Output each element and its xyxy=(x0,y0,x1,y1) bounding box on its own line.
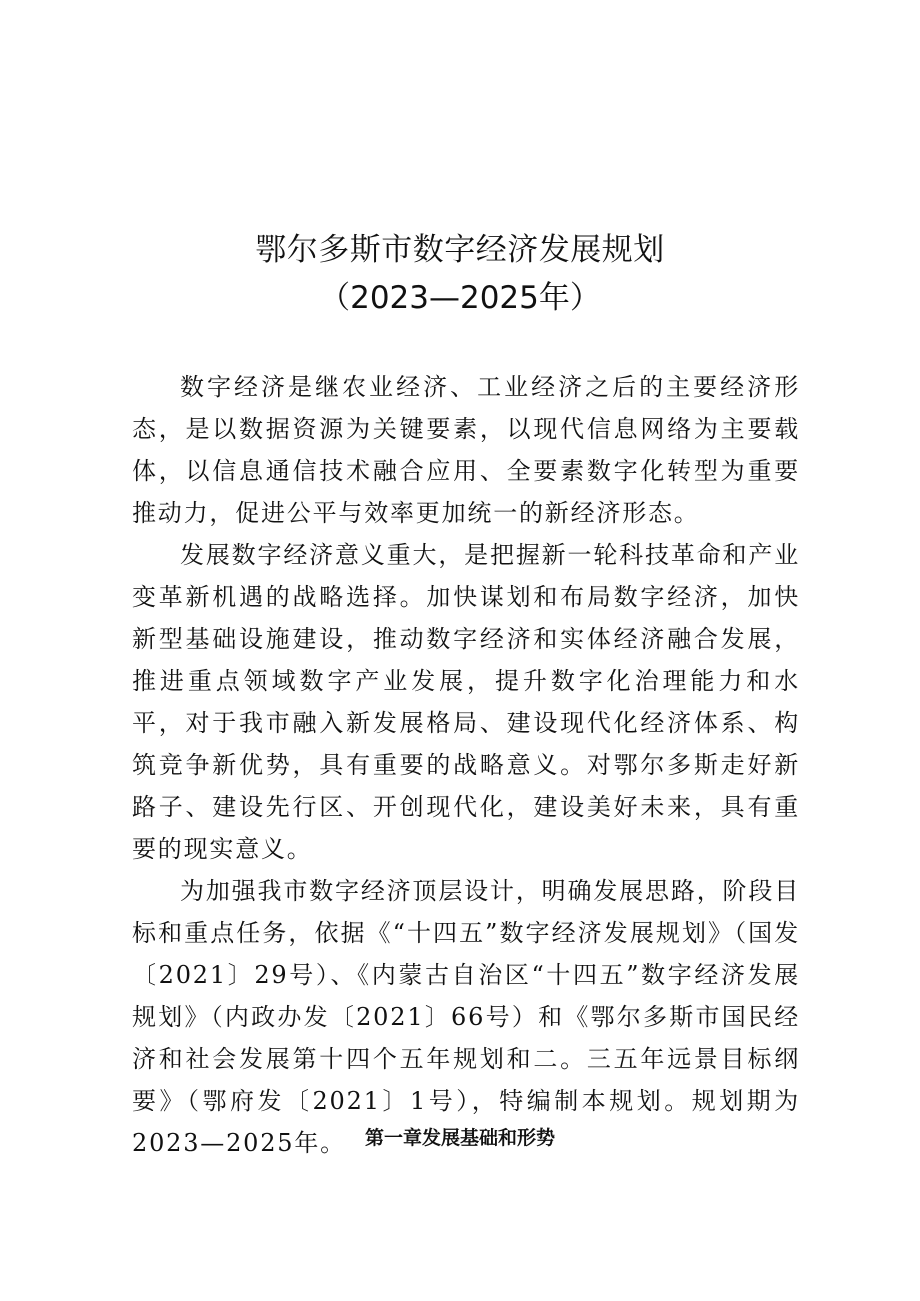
paragraph-basis: 为加强我市数字经济顶层设计，明确发展思路，阶段目标和重点任务，依据《“十四五”数字经济发展规划》（国发〔2021〕29号）、《内蒙古自治区“十四五”数字经济发展规划》（内政办发〔2021〕66号）和《鄂尔多斯市国民经济和社会发展第十四个五年规划和二。三五年远景目标纲要》（鄂府发〔2021〕1号），特编制本规划。规划期为2023—2025年。 xyxy=(132,877,800,1157)
document-subtitle: （2023—2025年） xyxy=(319,280,601,316)
paragraph-significance: 发展数字经济意义重大，是把握新一轮科技革命和产业变革新机遇的战略选择。加快谋划和布局数字经济，加快新型基础设施建设，推动数字经济和实体经济融合发展，推进重点领域数字产业发展，提升数字化治理能力和水平，对于我市融入新发展格局、建设现代化经济体系、构筑竞争新优势，具有重要的战略意义。对鄂尔多斯走好新路子、建设先行区、开创现代化，建设美好未来，具有重要的现实意义。 xyxy=(132,541,800,863)
chapter-heading: 第一章发展基础和形势 xyxy=(364,1127,555,1149)
document-title: 鄂尔多斯市数字经济发展规划 xyxy=(255,232,665,268)
paragraph-intro: 数字经济是继农业经济、工业经济之后的主要经济形态，是以数据资源为关键要素，以现代信息网络为主要载体，以信息通信技术融合应用、全要素数字化转型为重要推动力，促进公平与效率更加统一的新经济形态。 xyxy=(132,373,800,527)
document-body xyxy=(132,366,800,1164)
